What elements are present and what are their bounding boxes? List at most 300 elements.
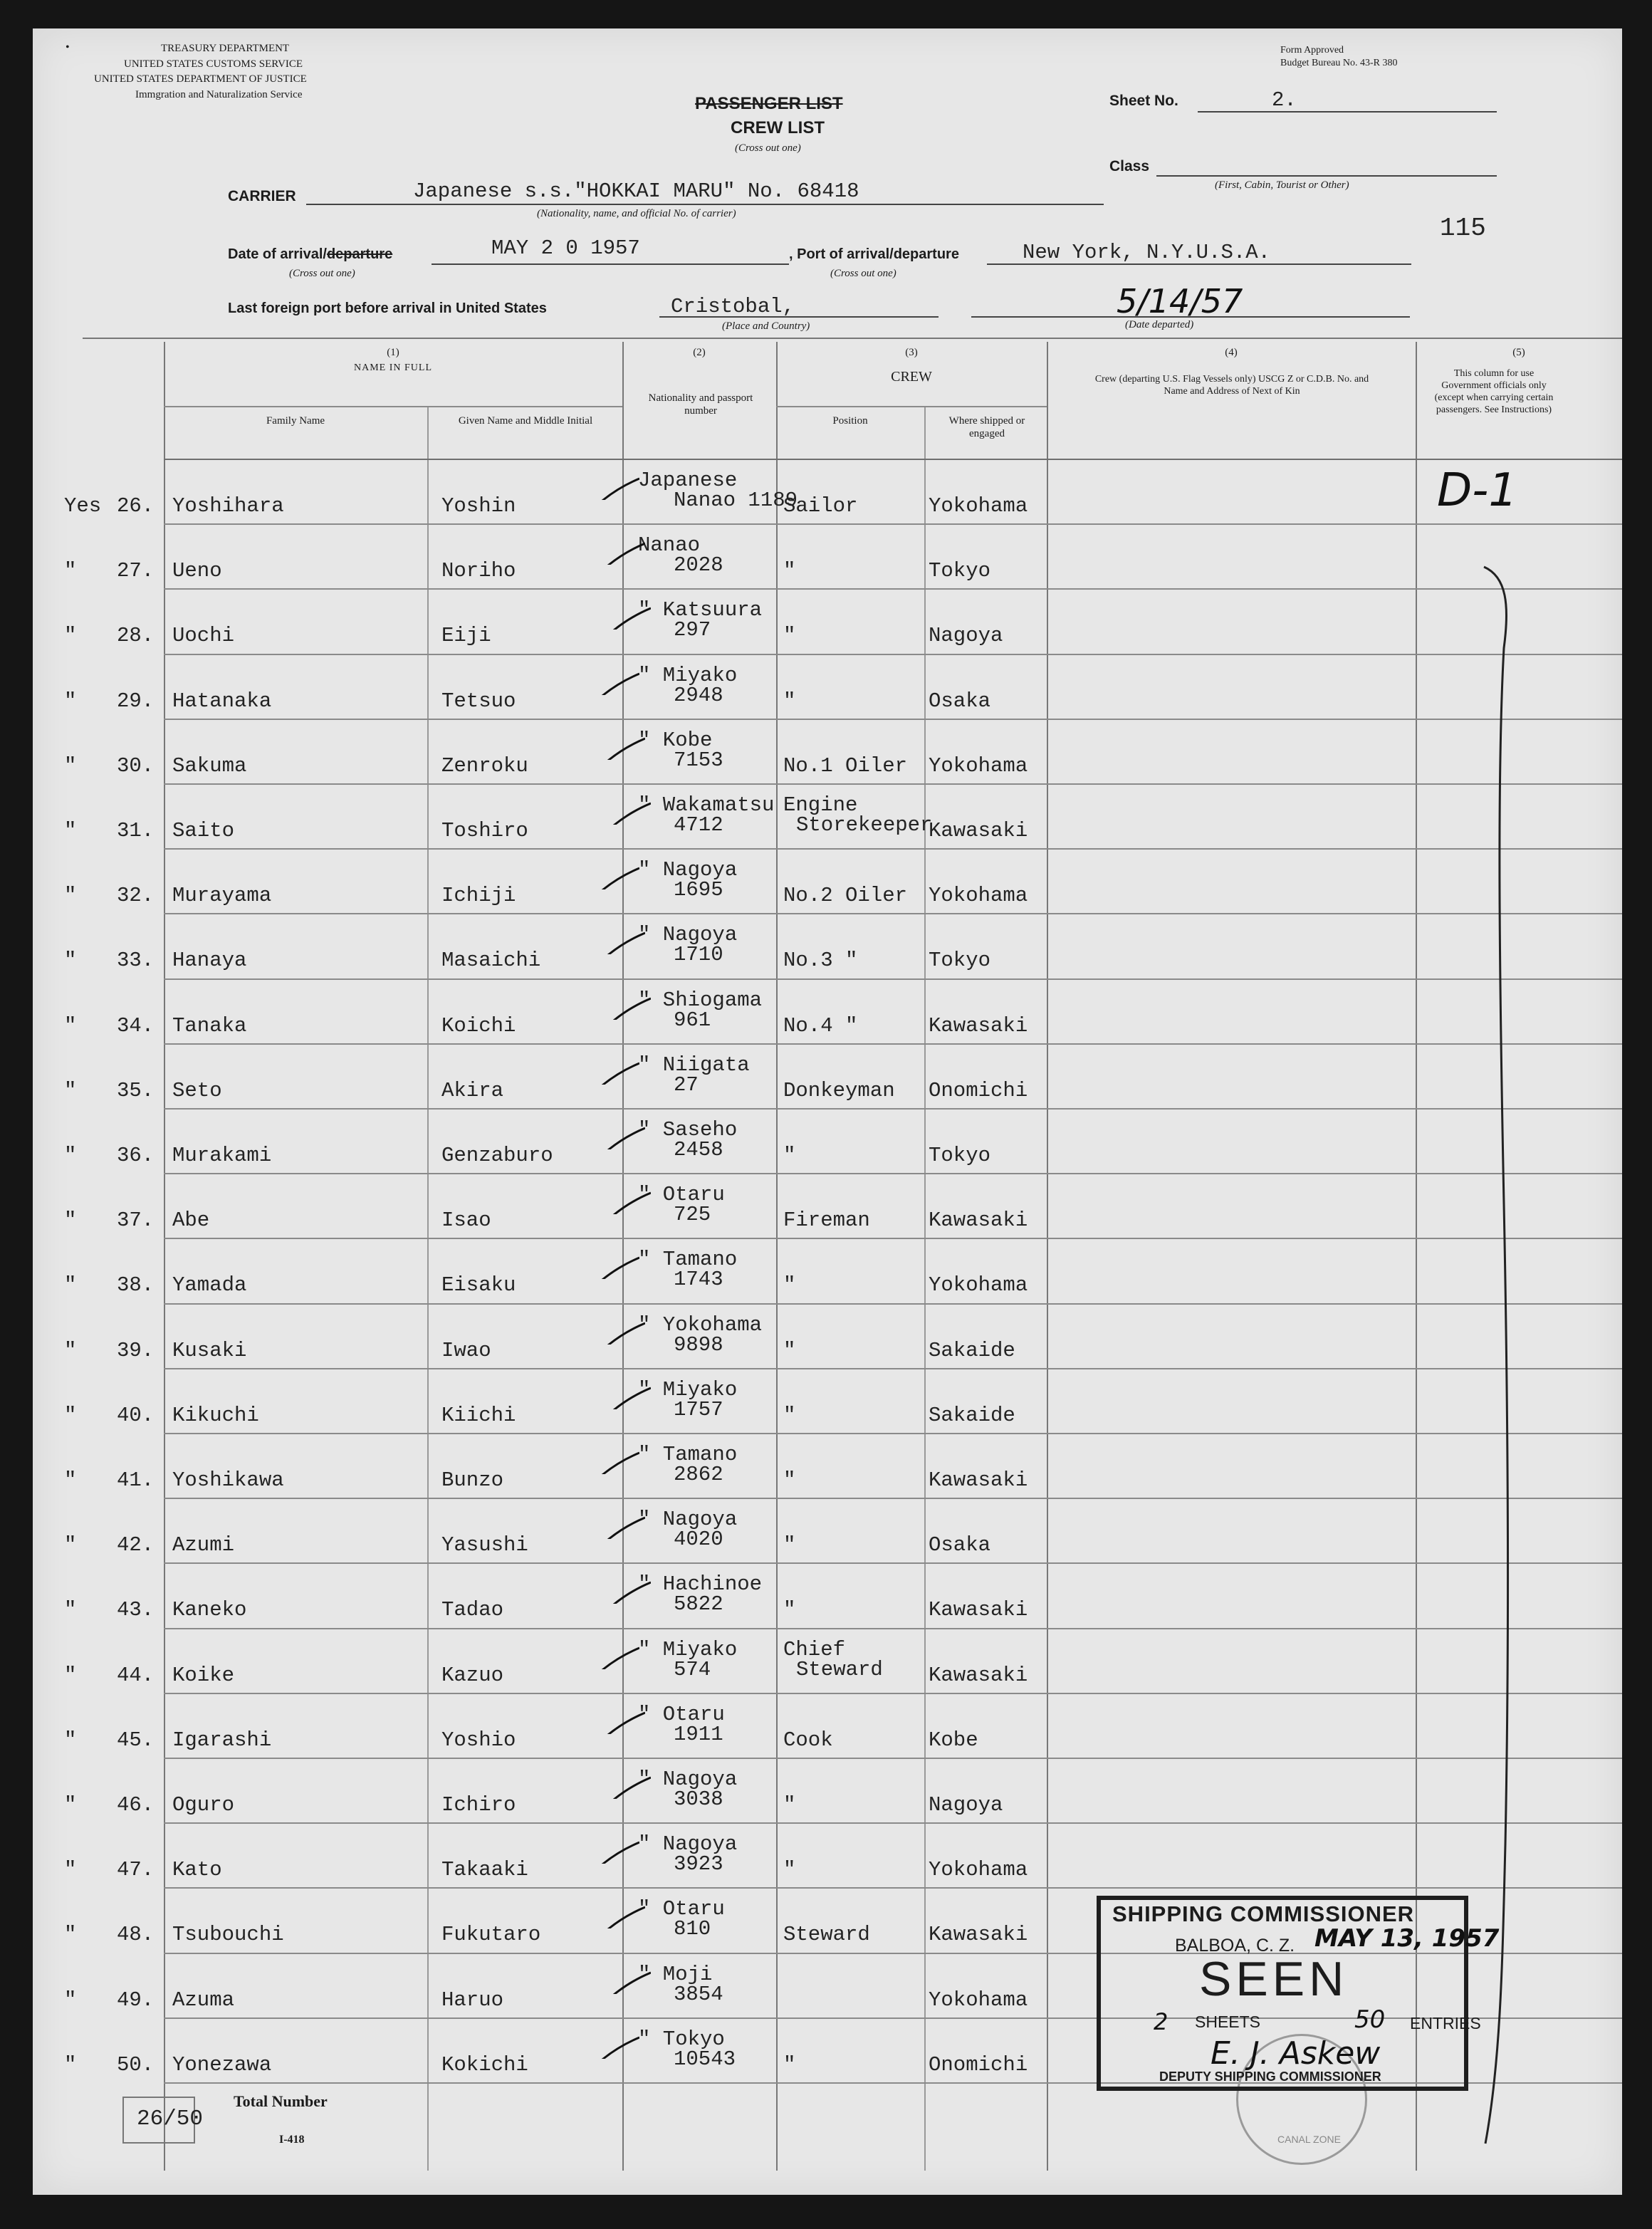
bracket-line bbox=[1478, 563, 1528, 2151]
agency-line-4: Immgration and Naturalization Service bbox=[135, 89, 303, 100]
col-where-shipped: Where shipped or engaged bbox=[948, 415, 1025, 439]
check-mark bbox=[595, 1255, 639, 1279]
where-shipped-cell: Nagoya bbox=[929, 624, 1003, 648]
given-name-cell: Tadao bbox=[441, 1598, 504, 1622]
family-name-cell: Oguro bbox=[172, 1793, 235, 1817]
passport-number-cell: 2862 bbox=[674, 1463, 723, 1486]
family-name-cell: Yoshikawa bbox=[172, 1468, 284, 1492]
row-mark: " bbox=[64, 949, 77, 973]
col1-title: NAME IN FULL bbox=[354, 362, 432, 373]
check-mark bbox=[607, 1970, 651, 1994]
position-cell: " bbox=[783, 1793, 796, 1817]
row-number: 46. bbox=[117, 1793, 155, 1817]
given-name-cell: Koichi bbox=[441, 1013, 516, 1038]
where-shipped-cell: Sakaide bbox=[929, 1403, 1015, 1427]
form-number: I-418 bbox=[279, 2134, 305, 2146]
passport-number-cell: 1757 bbox=[674, 1397, 723, 1421]
passport-number-cell: 810 bbox=[674, 1917, 711, 1941]
family-name-cell: Hatanaka bbox=[172, 689, 272, 713]
family-name-cell: Murakami bbox=[172, 1144, 272, 1167]
row-number: 41. bbox=[117, 1468, 155, 1492]
nationality-cell: " Nagoya bbox=[638, 858, 738, 882]
position-cell: " bbox=[783, 559, 796, 583]
position-cell: " bbox=[783, 689, 796, 713]
arrival-date-value: MAY 2 0 1957 bbox=[491, 236, 640, 260]
given-name-cell: Toshiro bbox=[441, 819, 528, 842]
position-cell: Chief bbox=[783, 1637, 846, 1661]
row-number: 36. bbox=[117, 1144, 155, 1167]
nationality-cell: " Shiogama bbox=[638, 988, 763, 1012]
family-name-cell: Yonezawa bbox=[172, 2052, 272, 2077]
given-name-cell: Genzaburo bbox=[441, 1144, 553, 1167]
family-name-cell: Kikuchi bbox=[172, 1403, 259, 1427]
where-shipped-cell: Yokohama bbox=[929, 753, 1028, 778]
agency-line-1: TREASURY DEPARTMENT bbox=[161, 43, 290, 54]
where-shipped-cell: Yokohama bbox=[929, 884, 1028, 908]
passport-number-cell: 1911 bbox=[674, 1722, 723, 1746]
position-cell: Sailor bbox=[783, 494, 858, 518]
nationality-cell: " Niigata bbox=[638, 1053, 750, 1077]
col-family-name: Family Name bbox=[266, 415, 325, 427]
where-shipped-cell: Nagoya bbox=[929, 1793, 1003, 1817]
nationality-cell: " Kobe bbox=[638, 728, 713, 752]
family-name-cell: Abe bbox=[172, 1209, 210, 1233]
sheet-no-label: Sheet No. bbox=[1109, 93, 1178, 109]
position-cell-line-2: Steward bbox=[796, 1657, 883, 1681]
nationality-cell: " Nagoya bbox=[638, 923, 738, 947]
stamp-entries-count: 50 bbox=[1354, 2005, 1386, 2034]
row-mark: " bbox=[64, 1858, 77, 1882]
given-name-cell: Zenroku bbox=[441, 753, 528, 778]
table-row bbox=[33, 913, 1622, 978]
row-mark: " bbox=[64, 1273, 77, 1298]
title-cross-out-caption: (Cross out one) bbox=[735, 142, 801, 154]
given-name-cell: Isao bbox=[441, 1209, 491, 1233]
family-name-cell: Yoshihara bbox=[172, 494, 284, 518]
class-caption: (First, Cabin, Tourist or Other) bbox=[1215, 179, 1349, 191]
given-name-cell: Akira bbox=[441, 1078, 504, 1102]
where-shipped-cell: Kawasaki bbox=[929, 1598, 1028, 1622]
table-row bbox=[33, 459, 1622, 523]
row-number: 49. bbox=[117, 1988, 155, 2012]
carrier-value: Japanese s.s."HOKKAI MARU" No. 68418 bbox=[413, 179, 859, 203]
given-name-cell: Noriho bbox=[441, 559, 516, 583]
check-mark bbox=[607, 800, 651, 825]
nationality-cell: " Moji bbox=[638, 1962, 713, 1986]
where-shipped-cell: Yokohama bbox=[929, 494, 1028, 518]
nationality-cell: " Nagoya bbox=[638, 1832, 738, 1857]
agency-line-3: UNITED STATES DEPARTMENT OF JUSTICE bbox=[94, 73, 307, 85]
total-label: Total Number bbox=[234, 2092, 328, 2110]
position-cell: Fireman bbox=[783, 1209, 870, 1233]
row-number: 42. bbox=[117, 1533, 155, 1557]
carrier-caption: (Nationality, name, and official No. of carrier) bbox=[537, 208, 736, 219]
punch-mark: • bbox=[66, 41, 70, 53]
given-name-cell: Takaaki bbox=[441, 1858, 528, 1882]
check-mark bbox=[601, 541, 645, 565]
row-mark: " bbox=[64, 1468, 77, 1492]
col3-number: (3) bbox=[905, 347, 918, 358]
table-row bbox=[33, 719, 1622, 783]
col-position: Position bbox=[832, 415, 868, 427]
carrier-label-text: CARRIER bbox=[228, 188, 296, 204]
passport-number-cell: 9898 bbox=[674, 1332, 723, 1357]
table-row bbox=[33, 1628, 1622, 1693]
where-shipped-cell: Kawasaki bbox=[929, 1013, 1028, 1038]
passport-number-cell: 3038 bbox=[674, 1787, 723, 1811]
given-name-cell: Masaichi bbox=[441, 949, 541, 973]
row-mark: " bbox=[64, 1144, 77, 1167]
stamp-seen: SEEN bbox=[1199, 1952, 1349, 2006]
check-mark bbox=[601, 930, 645, 954]
position-cell: " bbox=[783, 1403, 796, 1427]
row-mark: " bbox=[64, 1338, 77, 1362]
agency-line-2: UNITED STATES CUSTOMS SERVICE bbox=[124, 58, 303, 70]
table-row bbox=[33, 1238, 1622, 1303]
position-cell: Cook bbox=[783, 1728, 833, 1752]
nationality-cell: " Nagoya bbox=[638, 1768, 738, 1791]
port-label: , Port of arrival/departure bbox=[789, 246, 959, 262]
passport-number-cell: 5822 bbox=[674, 1592, 723, 1617]
family-name-cell: Ueno bbox=[172, 559, 222, 583]
row-number: 34. bbox=[117, 1013, 155, 1038]
row-mark: " bbox=[64, 1078, 77, 1102]
stamp-signature: E. J. Askew bbox=[1211, 2035, 1381, 2072]
nationality-cell: " Otaru bbox=[638, 1702, 725, 1726]
row-mark: " bbox=[64, 1013, 77, 1038]
passport-number-cell: 4020 bbox=[674, 1528, 723, 1552]
arrival-caption: (Cross out one) bbox=[289, 268, 355, 279]
where-shipped-cell: Onomichi bbox=[929, 2052, 1028, 2077]
nationality-cell: " Katsuura bbox=[638, 598, 763, 622]
check-mark bbox=[595, 2035, 639, 2059]
form-approved: Form Approved bbox=[1280, 45, 1344, 56]
row-number: 45. bbox=[117, 1728, 155, 1752]
table-row bbox=[33, 1498, 1622, 1562]
family-name-cell: Yamada bbox=[172, 1273, 247, 1298]
position-cell: No.1 Oiler bbox=[783, 753, 908, 778]
position-cell: No.3 " bbox=[783, 949, 858, 973]
table-row bbox=[33, 654, 1622, 719]
row-number: 35. bbox=[117, 1078, 155, 1102]
check-mark bbox=[607, 1190, 651, 1214]
last-port-caption: (Place and Country) bbox=[722, 320, 810, 332]
col3-title: CREW bbox=[891, 369, 932, 385]
given-name-cell: Tetsuo bbox=[441, 689, 516, 713]
stamp-footer: DEPUTY SHIPPING COMMISSIONER bbox=[1159, 2069, 1381, 2084]
nationality-cell: " Miyako bbox=[638, 663, 738, 687]
nationality-cell: Japanese bbox=[638, 469, 738, 492]
row-mark: " bbox=[64, 624, 77, 648]
check-mark bbox=[601, 736, 645, 760]
given-name-cell: Yasushi bbox=[441, 1533, 528, 1557]
family-name-cell: Murayama bbox=[172, 884, 272, 908]
where-shipped-cell: Kawasaki bbox=[929, 1468, 1028, 1492]
check-mark bbox=[595, 1060, 639, 1085]
given-name-cell: Yoshin bbox=[441, 494, 516, 518]
row-number: 50. bbox=[117, 2052, 155, 2077]
row-number: 38. bbox=[117, 1273, 155, 1298]
family-name-cell: Igarashi bbox=[172, 1728, 272, 1752]
nationality-cell: " Otaru bbox=[638, 1183, 725, 1207]
row-number: 47. bbox=[117, 1858, 155, 1882]
where-shipped-cell: Onomichi bbox=[929, 1078, 1028, 1102]
crew-list-title: CREW LIST bbox=[731, 118, 825, 137]
check-mark bbox=[607, 1775, 651, 1799]
nationality-cell: " Saseho bbox=[638, 1118, 738, 1142]
position-cell: " bbox=[783, 1858, 796, 1882]
family-name-cell: Uochi bbox=[172, 624, 235, 648]
passport-number-cell: 1695 bbox=[674, 878, 723, 902]
table-row bbox=[33, 1562, 1622, 1627]
row-mark: " bbox=[64, 1403, 77, 1427]
check-mark bbox=[595, 1450, 639, 1474]
given-name-cell: Eisaku bbox=[441, 1273, 516, 1298]
passport-number-cell: 1710 bbox=[674, 943, 723, 967]
family-name-cell: Hanaya bbox=[172, 949, 247, 973]
where-shipped-cell: Kawasaki bbox=[929, 1663, 1028, 1687]
given-name-cell: Kokichi bbox=[441, 2052, 528, 2077]
passport-number-cell: 725 bbox=[674, 1203, 711, 1227]
col4-title: Crew (departing U.S. Flag Vessels only) USCG Z or C.D.B. No. and Name and Address of Next of Kin bbox=[1094, 374, 1369, 397]
sheet-no-value: 2. bbox=[1272, 88, 1297, 112]
nationality-cell: " Hachinoe bbox=[638, 1572, 763, 1597]
col4-number: (4) bbox=[1225, 347, 1238, 358]
port-caption: (Cross out one) bbox=[830, 268, 896, 279]
col5-title: This column for use Government officials only (except when carrying certain passengers. See Instructions) bbox=[1434, 368, 1554, 415]
col2-title: Nationality and passport number bbox=[648, 392, 753, 417]
passport-number-cell: 2028 bbox=[674, 553, 723, 578]
check-mark bbox=[595, 1839, 639, 1864]
nationality-cell: " Yokohama bbox=[638, 1312, 763, 1337]
where-shipped-cell: Osaka bbox=[929, 1533, 991, 1557]
where-shipped-cell: Kawasaki bbox=[929, 819, 1028, 842]
row-number: 27. bbox=[117, 559, 155, 583]
row-number: 29. bbox=[117, 689, 155, 713]
row-number: 26. bbox=[117, 494, 155, 518]
check-mark bbox=[601, 1904, 645, 1928]
passport-number-cell: Nanao 1189 bbox=[674, 489, 798, 512]
row-mark: " bbox=[64, 1209, 77, 1233]
stamp-title: SHIPPING COMMISSIONER bbox=[1112, 1901, 1415, 1926]
stamp-sheets-count: 2 bbox=[1154, 2008, 1169, 2035]
given-name-cell: Kiichi bbox=[441, 1403, 516, 1427]
table-row bbox=[33, 1108, 1622, 1173]
row-mark: " bbox=[64, 1988, 77, 2012]
given-name-cell: Iwao bbox=[441, 1338, 491, 1362]
table-row bbox=[33, 783, 1622, 848]
position-cell: No.4 " bbox=[783, 1013, 858, 1038]
row-mark: " bbox=[64, 689, 77, 713]
where-shipped-cell: Kawasaki bbox=[929, 1923, 1028, 1947]
check-mark bbox=[607, 996, 651, 1020]
row-mark: " bbox=[64, 1533, 77, 1557]
nationality-cell: " Tamano bbox=[638, 1443, 738, 1466]
row-mark: " bbox=[64, 1793, 77, 1817]
family-name-cell: Tanaka bbox=[172, 1013, 247, 1038]
row-number: 40. bbox=[117, 1403, 155, 1427]
nationality-cell: " Miyako bbox=[638, 1377, 738, 1401]
table-row bbox=[33, 588, 1622, 653]
given-name-cell: Eiji bbox=[441, 624, 491, 648]
nationality-cell: " Tamano bbox=[638, 1248, 738, 1272]
stamp-date: MAY 13, 1957 bbox=[1314, 1924, 1500, 1953]
position-cell: Engine bbox=[783, 793, 858, 817]
row-mark: " bbox=[64, 559, 77, 583]
stamp-sheets-label: SHEETS bbox=[1195, 2013, 1261, 2031]
row-number: 44. bbox=[117, 1663, 155, 1687]
where-shipped-cell: Yokohama bbox=[929, 1988, 1028, 2012]
check-mark bbox=[601, 1320, 645, 1345]
row-mark: " bbox=[64, 1598, 77, 1622]
position-cell: " bbox=[783, 1533, 796, 1557]
position-cell: " bbox=[783, 1468, 796, 1492]
given-name-cell: Ichiji bbox=[441, 884, 516, 908]
last-port-label: Last foreign port before arrival in United States bbox=[228, 301, 547, 316]
where-shipped-cell: Kawasaki bbox=[929, 1209, 1028, 1233]
passport-number-cell: 7153 bbox=[674, 748, 723, 772]
passport-number-cell: 4712 bbox=[674, 813, 723, 837]
family-name-cell: Azuma bbox=[172, 1988, 235, 2012]
family-name-cell: Kato bbox=[172, 1858, 222, 1882]
date-departed-caption: (Date departed) bbox=[1125, 319, 1194, 330]
crew-list-form bbox=[33, 28, 1622, 2195]
row-number: 32. bbox=[117, 884, 155, 908]
check-mark bbox=[595, 671, 639, 695]
row-mark: " bbox=[64, 1663, 77, 1687]
position-cell-line-2: Storekeeper bbox=[796, 813, 933, 837]
row-number: 31. bbox=[117, 819, 155, 842]
col5-number: (5) bbox=[1512, 347, 1525, 358]
row-number: 33. bbox=[117, 949, 155, 973]
row-mark: " bbox=[64, 2052, 77, 2077]
position-cell: " bbox=[783, 2052, 796, 2077]
given-name-cell: Yoshio bbox=[441, 1728, 516, 1752]
passport-number-cell: 574 bbox=[674, 1657, 711, 1681]
table-row bbox=[33, 1693, 1622, 1758]
table-row bbox=[33, 1368, 1622, 1433]
table-row bbox=[33, 848, 1622, 913]
position-cell: Steward bbox=[783, 1923, 870, 1947]
table-row bbox=[33, 1758, 1622, 1822]
check-mark bbox=[595, 865, 639, 889]
check-mark bbox=[607, 1385, 651, 1409]
row-mark: " bbox=[64, 1728, 77, 1752]
position-cell: " bbox=[783, 1598, 796, 1622]
d1-annotation: D-1 bbox=[1437, 464, 1518, 517]
row-mark: " bbox=[64, 884, 77, 908]
date-departed-value: 5/14/57 bbox=[1117, 282, 1243, 320]
where-shipped-cell: Tokyo bbox=[929, 559, 991, 583]
where-shipped-cell: Sakaide bbox=[929, 1338, 1015, 1362]
table-row bbox=[33, 523, 1622, 588]
seal-text: CANAL ZONE bbox=[1277, 2134, 1341, 2145]
where-shipped-cell: Osaka bbox=[929, 689, 991, 713]
check-mark bbox=[607, 1580, 651, 1604]
passport-number-cell: 10543 bbox=[674, 2047, 736, 2071]
row-mark: " bbox=[64, 819, 77, 842]
given-name-cell: Haruo bbox=[441, 1988, 504, 2012]
row-mark: " bbox=[64, 1923, 77, 1947]
check-mark bbox=[601, 1710, 645, 1734]
table-row bbox=[33, 1173, 1622, 1238]
row-number: 39. bbox=[117, 1338, 155, 1362]
passport-number-cell: 1743 bbox=[674, 1268, 723, 1292]
table-row bbox=[33, 1303, 1622, 1368]
family-name-cell: Saito bbox=[172, 819, 235, 842]
passport-number-cell: 27 bbox=[674, 1072, 699, 1097]
row-mark: Yes bbox=[64, 494, 102, 518]
nationality-cell: " Nagoya bbox=[638, 1508, 738, 1532]
given-name-cell: Kazuo bbox=[441, 1663, 504, 1687]
passport-number-cell: 2948 bbox=[674, 683, 723, 707]
last-port-value: Cristobal, bbox=[671, 295, 795, 318]
row-number: 48. bbox=[117, 1923, 155, 1947]
family-name-cell: Seto bbox=[172, 1078, 222, 1102]
where-shipped-cell: Yokohama bbox=[929, 1858, 1028, 1882]
passport-number-cell: 297 bbox=[674, 618, 711, 642]
where-shipped-cell: Kobe bbox=[929, 1728, 978, 1752]
check-mark bbox=[595, 476, 639, 500]
budget-bureau: Budget Bureau No. 43-R 380 bbox=[1280, 58, 1398, 68]
family-name-cell: Kusaki bbox=[172, 1338, 247, 1362]
where-shipped-cell: Yokohama bbox=[929, 1273, 1028, 1298]
family-name-cell: Azumi bbox=[172, 1533, 235, 1557]
passport-number-cell: 3923 bbox=[674, 1852, 723, 1876]
nationality-cell: Nanao bbox=[638, 533, 701, 558]
col1-number: (1) bbox=[387, 347, 399, 358]
table-row bbox=[33, 1822, 1622, 1887]
where-shipped-cell: Tokyo bbox=[929, 949, 991, 973]
position-cell: " bbox=[783, 624, 796, 648]
row-number: 30. bbox=[117, 753, 155, 778]
family-name-cell: Tsubouchi bbox=[172, 1923, 284, 1947]
position-cell: " bbox=[783, 1144, 796, 1167]
passport-number-cell: 961 bbox=[674, 1008, 711, 1032]
position-cell: No.2 Oiler bbox=[783, 884, 908, 908]
position-cell: " bbox=[783, 1273, 796, 1298]
passenger-list-title: PASSENGER LIST bbox=[695, 94, 843, 113]
position-cell: " bbox=[783, 1338, 796, 1362]
family-name-cell: Koike bbox=[172, 1663, 235, 1687]
col-given-name: Given Name and Middle Initial bbox=[458, 415, 593, 427]
row-number: 37. bbox=[117, 1209, 155, 1233]
position-cell: Donkeyman bbox=[783, 1078, 895, 1102]
row-number: 28. bbox=[117, 624, 155, 648]
passport-number-cell: 3854 bbox=[674, 1982, 723, 2006]
table-row bbox=[33, 1043, 1622, 1108]
check-mark bbox=[607, 605, 651, 630]
page-number: 115 bbox=[1440, 214, 1486, 243]
arrival-label: Date of arrival/departure bbox=[228, 246, 393, 262]
given-name-cell: Ichiro bbox=[441, 1793, 516, 1817]
given-name-cell: Fukutaro bbox=[441, 1923, 541, 1947]
family-name-cell: Sakuma bbox=[172, 753, 247, 778]
where-shipped-cell: Tokyo bbox=[929, 1144, 991, 1167]
port-value: New York, N.Y.U.S.A. bbox=[1023, 241, 1271, 264]
stamp-entries-label: ENTRIES bbox=[1410, 2014, 1481, 2032]
check-mark bbox=[601, 1125, 645, 1149]
class-label: Class bbox=[1109, 158, 1150, 174]
nationality-cell: " Otaru bbox=[638, 1897, 725, 1921]
passport-number-cell: 2458 bbox=[674, 1138, 723, 1162]
row-number: 43. bbox=[117, 1598, 155, 1622]
check-mark bbox=[595, 1645, 639, 1669]
col2-number: (2) bbox=[693, 347, 706, 358]
table-row bbox=[33, 978, 1622, 1043]
nationality-cell: " Miyako bbox=[638, 1637, 738, 1661]
family-name-cell: Kaneko bbox=[172, 1598, 247, 1622]
